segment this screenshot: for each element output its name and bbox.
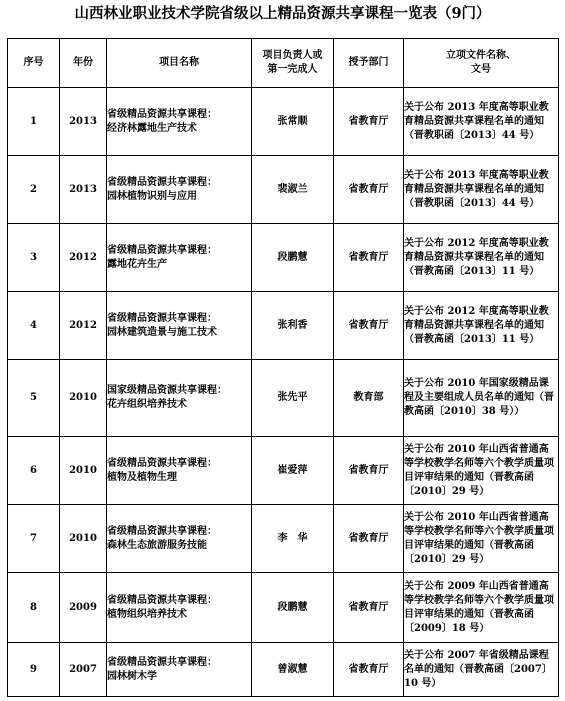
cell-doc: 关于公布 2012 年度高等职业教育精品资源共享课程名单的通知（晋教高函〔2013〕11 号） <box>404 292 559 360</box>
cell-year: 2012 <box>60 292 107 360</box>
header-dept: 授予部门 <box>334 39 404 88</box>
table-row <box>8 292 559 360</box>
cell-doc: 关于公布 2013 年度高等职业教育精品资源共享课程名单的通知（晋教职函〔2013〕44 号） <box>404 156 559 224</box>
cell-doc: 关于公布 2012 年度高等职业教育精品资源共享课程名单的通知（晋教高函〔2013〕11 号） <box>404 224 559 292</box>
cell-name-line2: 园林植物识别与应用 <box>107 190 197 202</box>
cell-name <box>107 505 252 573</box>
cell-name <box>107 437 252 505</box>
cell-leader: 裴淑兰 <box>252 156 334 224</box>
cell-year: 2013 <box>60 88 107 156</box>
cell-name <box>107 573 252 643</box>
cell-index: 4 <box>8 292 60 360</box>
cell-leader: 张先平 <box>252 360 334 437</box>
cell-doc: 关于公布 2010 年山西省普通高等学校教学名师等六个教学质量项目评审结果的通知（晋教高函〔2010〕29 号） <box>404 437 559 505</box>
cell-dept: 省教育厅 <box>334 437 404 505</box>
header-leader-line1: 项目负责人或 <box>262 50 323 61</box>
table-row <box>8 88 559 156</box>
cell-name <box>107 292 252 360</box>
cell-name <box>107 643 252 697</box>
cell-name-line1: 省级精品资源共享课程： <box>107 594 217 606</box>
cell-index: 2 <box>8 156 60 224</box>
header-year: 年份 <box>60 39 107 88</box>
cell-dept: 省教育厅 <box>334 156 404 224</box>
cell-name-line2: 森林生态旅游服务技能 <box>107 539 207 551</box>
cell-dept: 教育部 <box>334 360 404 437</box>
cell-dept: 省教育厅 <box>334 292 404 360</box>
cell-name-line1: 省级精品资源共享课程： <box>107 457 217 469</box>
header-doc-line2: 文号 <box>471 64 491 75</box>
cell-doc: 关于公布 2013 年度高等职业教育精品资源共享课程名单的通知（晋教职函〔2013〕44 号） <box>404 88 559 156</box>
cell-dept: 省教育厅 <box>334 505 404 573</box>
cell-name-line2: 植物及植物生理 <box>107 471 177 483</box>
cell-name-line1: 省级精品资源共享课程： <box>107 656 217 668</box>
courses-table <box>7 38 559 697</box>
cell-name-line1: 省级精品资源共享课程： <box>107 244 217 256</box>
cell-name-line2: 园林树木学 <box>107 670 157 682</box>
cell-name <box>107 360 252 437</box>
cell-index: 6 <box>8 437 60 505</box>
cell-name <box>107 88 252 156</box>
table-row <box>8 156 559 224</box>
cell-name-line2: 园林建筑造景与施工技术 <box>107 326 217 338</box>
cell-name-line1: 省级精品资源共享课程： <box>107 525 217 537</box>
cell-index: 1 <box>8 88 60 156</box>
cell-doc: 关于公布 2010 年国家级精品课程及主要组成人员名单的通知（晋教高函〔2010〕38 号）） <box>404 360 559 437</box>
cell-doc: 关于公布 2010 年山西省普通高等学校教学名师等六个教学质量项目评审结果的通知（晋教高函〔2010〕29 号） <box>404 505 559 573</box>
cell-index: 7 <box>8 505 60 573</box>
cell-name-line2: 植物组织培养技术 <box>107 608 187 620</box>
header-doc-line1: 立项文件名称、 <box>446 50 516 61</box>
cell-dept: 省教育厅 <box>334 88 404 156</box>
cell-name-line1: 省级精品资源共享课程： <box>107 108 217 120</box>
cell-year: 2009 <box>60 573 107 643</box>
table-row <box>8 643 559 697</box>
table-row <box>8 360 559 437</box>
cell-name-line2: 花卉组织培养技术 <box>107 399 187 410</box>
cell-doc: 关于公布 2007 年省级精品课程名单的通知（晋教高函〔2007〕10 号） <box>404 643 559 697</box>
cell-dept: 省教育厅 <box>334 224 404 292</box>
cell-name <box>107 224 252 292</box>
table-header-row <box>8 39 559 88</box>
cell-index: 3 <box>8 224 60 292</box>
cell-year: 2012 <box>60 224 107 292</box>
header-doc <box>404 39 559 88</box>
cell-year: 2010 <box>60 437 107 505</box>
cell-year: 2010 <box>60 505 107 573</box>
cell-index: 8 <box>8 573 60 643</box>
cell-year: 2007 <box>60 643 107 697</box>
cell-leader: 崔爱萍 <box>252 437 334 505</box>
cell-name-line1: 省级精品资源共享课程： <box>107 176 217 188</box>
header-name: 项目名称 <box>107 39 252 88</box>
cell-leader: 段鹏慧 <box>252 573 334 643</box>
cell-name <box>107 156 252 224</box>
cell-name-line2: 露地花卉生产 <box>107 258 167 270</box>
cell-leader: 张常顺 <box>252 88 334 156</box>
cell-index: 9 <box>8 643 60 697</box>
cell-leader: 张利香 <box>252 292 334 360</box>
table-row <box>8 573 559 643</box>
header-index: 序号 <box>8 39 60 88</box>
cell-index: 5 <box>8 360 60 437</box>
cell-name-line1: 国家级精品资源共享课程： <box>107 385 227 396</box>
header-leader-line2: 第一完成人 <box>267 64 318 75</box>
cell-leader: 段鹏慧 <box>252 224 334 292</box>
table-row <box>8 224 559 292</box>
cell-dept: 省教育厅 <box>334 643 404 697</box>
cell-name-line1: 省级精品资源共享课程： <box>107 312 217 324</box>
cell-leader: 曾淑慧 <box>252 643 334 697</box>
cell-leader: 李 华 <box>252 505 334 573</box>
header-leader <box>252 39 334 88</box>
page-title: 山西林业职业技术学院省级以上精品资源共享课程一览表（9门） <box>74 5 491 22</box>
cell-name-line2: 经济林露地生产技术 <box>107 122 197 134</box>
cell-doc: 关于公布 2009 年山西省普通高等学校教学名师等六个教学质量项目评审结果的通知（晋教高函〔2009〕18 号） <box>404 573 559 643</box>
table-row <box>8 505 559 573</box>
table-row <box>8 437 559 505</box>
cell-year: 2013 <box>60 156 107 224</box>
cell-dept: 省教育厅 <box>334 573 404 643</box>
cell-year: 2010 <box>60 360 107 437</box>
